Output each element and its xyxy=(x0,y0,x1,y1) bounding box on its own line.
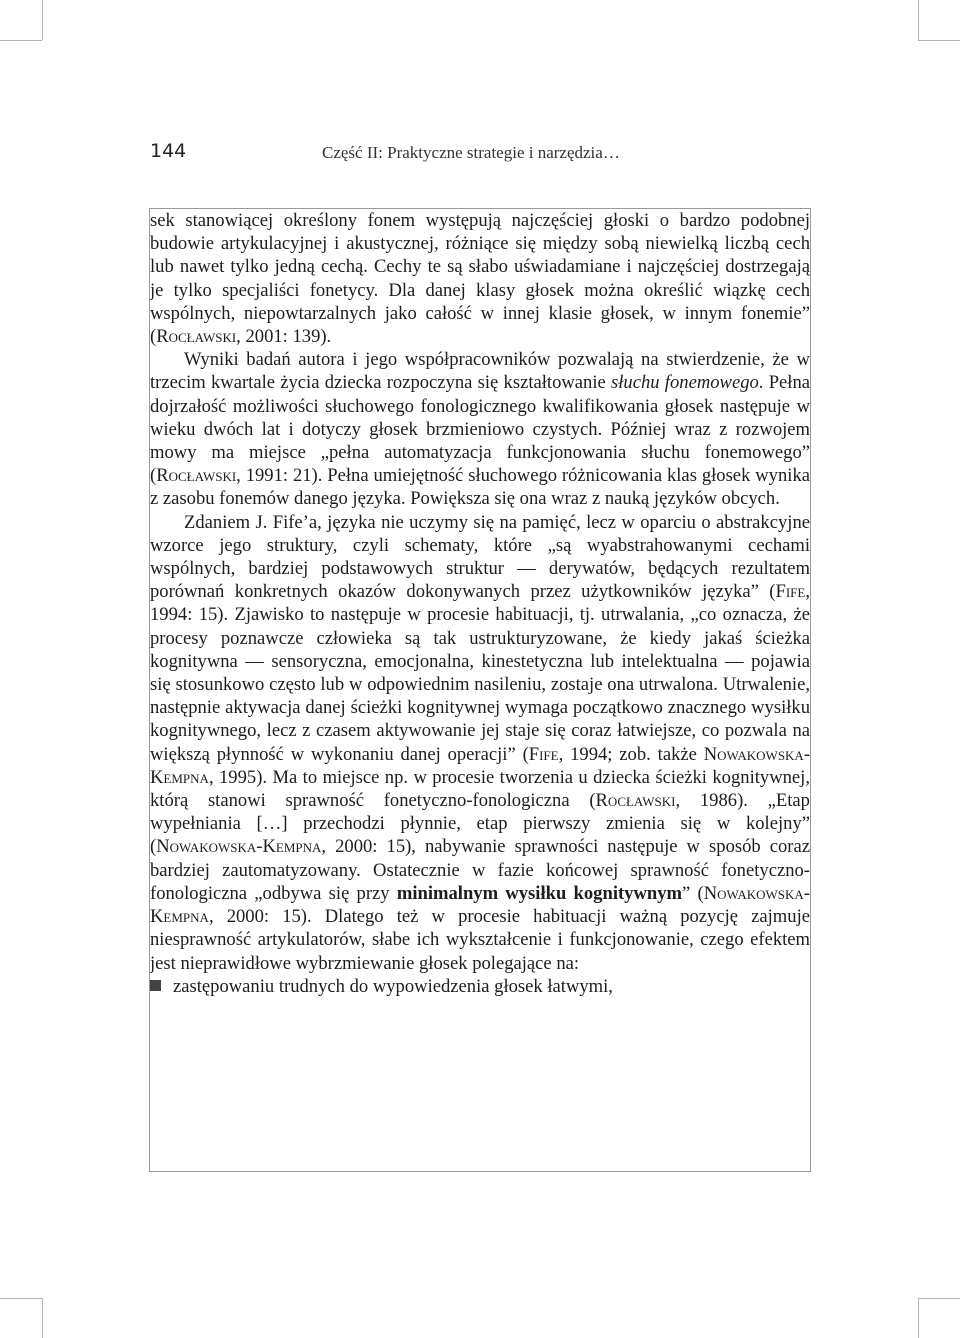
running-title: Część II: Praktyczne strategie i narzędzia… xyxy=(322,143,620,162)
paragraph xyxy=(150,348,810,510)
crop-mark xyxy=(0,40,42,41)
crop-mark xyxy=(42,1298,43,1338)
text-run: , 1986). „Etap wypełniania […] przechodzi płynnie, etap pierwszy zmienia się w kolejny” ( xyxy=(150,790,810,858)
crop-mark xyxy=(918,40,960,41)
crop-mark xyxy=(918,1298,960,1299)
text-run: Wyniki badań autora i jego współpracowników pozwalają na stwierdzenie, że w trzecim kwartale życia dziecka rozpoczyna się kształtowanie xyxy=(150,349,810,394)
text-run: , 1994; zob. także xyxy=(558,743,704,765)
crop-mark xyxy=(918,0,919,40)
crop-mark xyxy=(918,1298,919,1338)
page-number: 144 xyxy=(150,140,187,162)
square-bullet-icon xyxy=(150,980,161,991)
text-run: , 1991: 21). Pełna umiejętność słuchowego różnicowania klas głosek wynika z zasobu fonemów danego języka. Powiększa się ona wraz z nauką języków obcych. xyxy=(150,465,810,510)
text-run: sek stanowiącej określony fonem występują najczęściej głoski o bardzo podobnej budowie artykulacyjnej i akustycznej, różniące się między sobą niewielką liczbą cech lub nawet tylko jedną cechą. Cechy te są słabo uświadamiane i najczęściej dostrzegają je tylko specjaliści fonetycy. Dla danej klasy głosek można określić wiązkę cech wspólnych, niepowtarzalnych jako całość w innej klasie głosek, w innym fonemie” ( xyxy=(150,210,810,348)
bold-term: minimalnym wysiłku kognitywnym xyxy=(396,882,683,904)
crop-mark xyxy=(0,1298,42,1299)
text-run: , 2000: 15), nabywanie sprawności następuje w sposób coraz bardziej zautomatyzowany. Ostatecznie w fazie końcowej sprawność fonetyczno-fonologiczna „odbywa się przy xyxy=(150,836,810,904)
citation-author: Fife xyxy=(775,581,806,603)
bullet-text: zastępowaniu trudnych do wypowiedzenia głosek łatwymi, xyxy=(173,975,613,997)
page-header xyxy=(150,140,810,166)
text-run: , 2000: 15). Dlatego też w procesie habituacji ważną pozycję zajmuje niesprawność artykulatorów, słabe ich wykształcenie i funkcjonowanie, czego efektem jest nieprawidłowe wybrzmiewanie głosek polegające na: xyxy=(150,906,810,974)
text-run: , 1995). Ma to miejsce np. w procesie tworzenia u dziecka ścieżki kognitywnej, którą stanowi sprawność fonetyczno-fonologiczna ( xyxy=(150,766,810,812)
paragraph xyxy=(150,209,810,348)
italic-term: słuchu fonemowego xyxy=(611,372,759,394)
citation-author: Nowakowska-Kempna xyxy=(150,743,811,788)
paragraph xyxy=(150,511,810,975)
text-run: Zdaniem J. Fife’a, języka nie uczymy się na pamięć, lecz w oparciu o abstrakcyjne wzorce jego struktury, czyli schematy, które „są wyabstrahowanymi cechami wspólnych, bardziej podstawowych struktur — derywatów, będących rezultatem porównań konkretnych okazów dokonywanych przez użytkowników języka” ( xyxy=(150,511,810,603)
citation-author: Rocławski xyxy=(595,790,676,812)
citation-author: Rocławski xyxy=(156,465,237,487)
crop-mark xyxy=(42,0,43,40)
text-run: , 2001: 139). xyxy=(236,326,332,348)
text-block xyxy=(149,208,811,1172)
citation-author: Fife xyxy=(528,743,559,765)
citation-author: Rocławski xyxy=(156,326,237,348)
citation-author: Nowakowska-Kempna xyxy=(156,836,322,858)
text-run: , 1994: 15). Zjawisko to następuje w procesie habituacji, tj. utrwalania, „co oznacza, że procesy poznawcze człowieka są tak ustrukturyzowane, że kiedy jakaś ścieżka kognitywna — sensoryczna, emocjonalna, kinestetyczna lub intelektualna — pojawia się stosunkowo często lub w odpowiednim nasileniu, zostaje ona utrwalona. Utrwalenie, następnie aktywacja danej ścieżki kognitywnej wymaga początkowo znacznego wysiłku kognitywnego, lecz z czasem aktywowanie jej staje się coraz łatwiejsze, co pozwala na większą płynność w wykonaniu danej operacji” ( xyxy=(150,581,810,765)
bullet-list-item xyxy=(150,975,810,998)
citation-author: Nowakowska-Kempna xyxy=(150,882,810,928)
text-run: . Pełna dojrzałość możliwości słuchowego fonologicznego kwalifikowania głosek następuje w wieku dwóch lat i dotyczy głosek brzmieniowo czystych. Później wraz z rozwojem mowy ma miejsce „pełna automatyzacja funkcjonowania słuchu fonemowego” ( xyxy=(150,372,810,487)
text-run: ” ( xyxy=(682,882,704,904)
